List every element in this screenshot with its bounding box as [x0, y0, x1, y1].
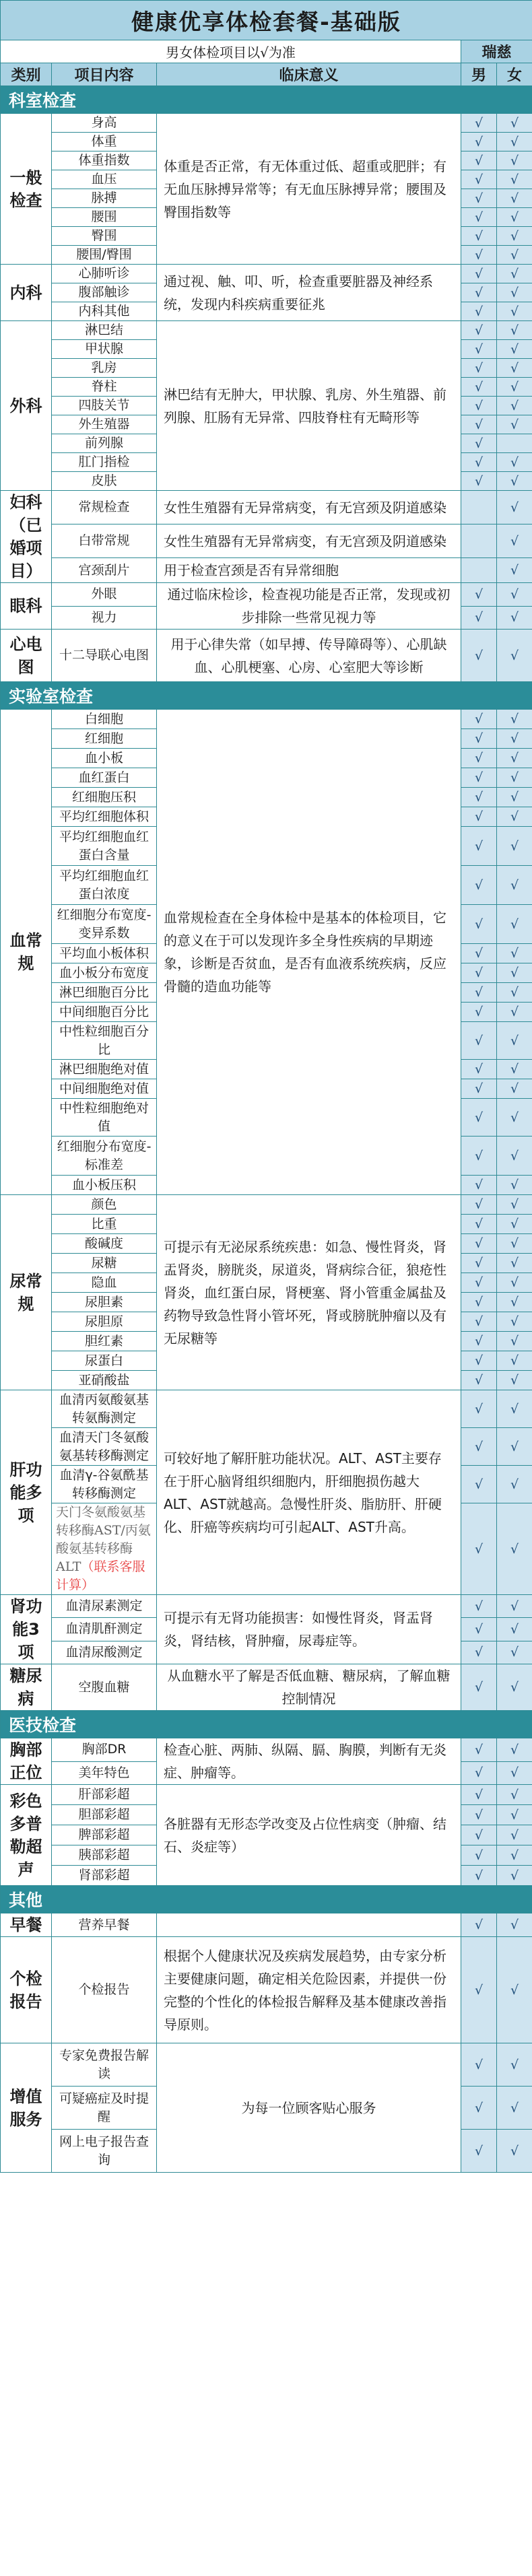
female-check: √ — [497, 524, 532, 558]
clinical-meaning: 可提示有无泌尿系统疾患：如急、慢性肾炎，肾盂肾炎，膀胱炎，尿道炎，肾病综合征，狼疮性肾炎，血红蛋白尿，肾梗塞、肾小管重金属盐及药物导致急性肾小管坏死，肾或膀胱肿瘤以及有无尿糖等 — [157, 1195, 461, 1390]
item-cell: 甲状腺 — [52, 340, 157, 359]
male-check: √ — [461, 1293, 497, 1312]
female-check: √ — [497, 788, 532, 807]
table-row — [1, 1, 532, 40]
item-cell: 肾部彩超 — [52, 1866, 157, 1886]
female-check: √ — [497, 606, 532, 630]
item-cell: 体重 — [52, 133, 157, 151]
item-cell: 宫颈刮片 — [52, 558, 157, 583]
male-check: √ — [461, 729, 497, 749]
female-check: √ — [497, 2130, 532, 2173]
male-check: √ — [461, 133, 497, 151]
male-check: √ — [461, 2130, 497, 2173]
male-check: √ — [461, 1466, 497, 1503]
female-check: √ — [497, 1176, 532, 1195]
male-check: √ — [461, 1641, 497, 1664]
female-check: √ — [497, 1738, 532, 1762]
table-row — [1, 114, 532, 133]
item-cell: 血清尿酸测定 — [52, 1641, 157, 1664]
male-check: √ — [461, 472, 497, 491]
female-check: √ — [497, 963, 532, 983]
table-row — [1, 1195, 532, 1215]
section-lab: 实验室检查 — [1, 682, 532, 710]
male-check: √ — [461, 1060, 497, 1079]
male-check: √ — [461, 415, 497, 434]
item-cell: 胰部彩超 — [52, 1845, 157, 1866]
male-check: √ — [461, 1913, 497, 1937]
item-cell: 脊柱 — [52, 378, 157, 397]
female-check: √ — [497, 246, 532, 265]
male-check: √ — [461, 963, 497, 983]
clinical-meaning: 淋巴结有无肿大，甲状腺、乳房、外生殖器、前列腺、肛肠有无异常、四肢脊柱有无畸形等 — [157, 321, 461, 491]
item-cell: 皮肤 — [52, 472, 157, 491]
female-check: √ — [497, 170, 532, 189]
clinical-meaning: 血常规检查在全身体检中是基本的体检项目，它的意义在于可以发现许多全身性疾病的早期迹象，诊断是否贫血，是否有血液系统疾病，反应骨髓的造血功能等 — [157, 710, 461, 1195]
item-cell: 网上电子报告查询 — [52, 2130, 157, 2173]
female-check: √ — [497, 807, 532, 827]
liver-ratio-label: 天门冬氨酸氨基转移酶AST/丙氨酸氨基转移酶ALT — [56, 1505, 151, 1574]
item-cell: 脾部彩超 — [52, 1825, 157, 1845]
table-row — [1, 583, 532, 607]
item-cell: 隐血 — [52, 1273, 157, 1293]
female-check: √ — [497, 1866, 532, 1886]
item-cell: 美年特色 — [52, 1761, 157, 1785]
section-other: 其他 — [1, 1886, 532, 1913]
male-check: √ — [461, 321, 497, 340]
item-cell: 臀围 — [52, 227, 157, 246]
male-check: √ — [461, 1595, 497, 1618]
male-check — [461, 524, 497, 558]
clinical-meaning: 根据个人健康状况及疾病发展趋势，由专家分析主要健康问题，确定相关危险因素，并提供一份完整的个性化的体检报告解释及基本健康改善指导原则。 — [157, 1937, 461, 2043]
clinical-meaning: 可较好地了解肝脏功能状况。ALT、AST主要存在于肝心脑肾组织细胞内，肝细胞损伤越大ALT、AST就越高。急慢性肝炎、脂肪肝、肝硬化、肝癌等疾病均可引起ALT、AST升高。 — [157, 1390, 461, 1595]
male-check — [461, 558, 497, 583]
item-cell: 内科其他 — [52, 302, 157, 321]
table-row — [1, 321, 532, 340]
female-check: √ — [497, 558, 532, 583]
female-check: √ — [497, 283, 532, 302]
female-check: √ — [497, 1215, 532, 1234]
female-check: √ — [497, 905, 532, 944]
female-check: √ — [497, 866, 532, 905]
item-cell: 颜色 — [52, 1195, 157, 1215]
table-row — [1, 1886, 532, 1913]
male-check: √ — [461, 1866, 497, 1886]
category-service: 增值服务 — [1, 2043, 52, 2173]
item-cell: 血小板压积 — [52, 1176, 157, 1195]
category-gyn: 妇科（已婚项目） — [1, 491, 52, 583]
category-report: 个检报告 — [1, 1937, 52, 2043]
header-female: 女 — [497, 63, 532, 86]
female-check: √ — [497, 749, 532, 768]
male-check: √ — [461, 1332, 497, 1351]
male-check: √ — [461, 189, 497, 208]
male-check: √ — [461, 983, 497, 1003]
male-check: √ — [461, 1618, 497, 1641]
item-cell: 亚硝酸盐 — [52, 1371, 157, 1390]
male-check: √ — [461, 1137, 497, 1176]
female-check: √ — [497, 983, 532, 1003]
category-kidney: 肾功能3项 — [1, 1595, 52, 1664]
male-check: √ — [461, 114, 497, 133]
item-cell: 中间细胞绝对值 — [52, 1079, 157, 1099]
male-check: √ — [461, 1805, 497, 1825]
header-item: 项目内容 — [52, 63, 157, 86]
male-check: √ — [461, 749, 497, 768]
female-check: √ — [497, 710, 532, 729]
header-meaning: 临床意义 — [157, 63, 461, 86]
female-check: √ — [497, 1022, 532, 1060]
item-cell: 平均红细胞血红蛋白浓度 — [52, 866, 157, 905]
female-check: √ — [497, 1785, 532, 1805]
female-check — [497, 434, 532, 453]
item-cell: 胆部彩超 — [52, 1805, 157, 1825]
item-cell: 中间细胞百分比 — [52, 1003, 157, 1022]
male-check: √ — [461, 1351, 497, 1371]
female-check: √ — [497, 729, 532, 749]
item-cell: 胸部DR — [52, 1738, 157, 1762]
male-check: √ — [461, 606, 497, 630]
category-sugar: 糖尿病 — [1, 1664, 52, 1711]
item-cell: 中性粒细胞百分比 — [52, 1022, 157, 1060]
male-check: √ — [461, 227, 497, 246]
item-cell: 腰围/臀围 — [52, 246, 157, 265]
female-check: √ — [497, 1937, 532, 2043]
male-check: √ — [461, 208, 497, 227]
item-cell: 尿蛋白 — [52, 1351, 157, 1371]
category-doppler: 彩色多普勒超声 — [1, 1785, 52, 1886]
clinical-meaning: 可提示有无肾功能损害：如慢性肾炎，肾盂肾炎，肾结核，肾肿瘤，尿毒症等。 — [157, 1595, 461, 1664]
female-check: √ — [497, 1351, 532, 1371]
item-cell: 空腹血糖 — [52, 1664, 157, 1711]
male-check: √ — [461, 905, 497, 944]
female-check: √ — [497, 1293, 532, 1312]
item-cell: 肛门指检 — [52, 453, 157, 472]
item-cell: 外生殖器 — [52, 415, 157, 434]
male-check: √ — [461, 2087, 497, 2130]
male-check: √ — [461, 453, 497, 472]
female-check: √ — [497, 1503, 532, 1595]
female-check: √ — [497, 1099, 532, 1137]
item-cell: 个检报告 — [52, 1937, 157, 2043]
male-check: √ — [461, 1390, 497, 1428]
female-check: √ — [497, 1913, 532, 1937]
item-cell: 酸碱度 — [52, 1234, 157, 1254]
female-check: √ — [497, 630, 532, 682]
male-check: √ — [461, 1176, 497, 1195]
table-row — [1, 1913, 532, 1937]
clinical-meaning: 为每一位顾客贴心服务 — [157, 2043, 461, 2173]
male-check: √ — [461, 1312, 497, 1332]
female-check: √ — [497, 340, 532, 359]
female-check: √ — [497, 1060, 532, 1079]
male-check — [461, 491, 497, 524]
female-check: √ — [497, 1761, 532, 1785]
male-check: √ — [461, 1825, 497, 1845]
item-cell: 红细胞 — [52, 729, 157, 749]
table-row — [1, 86, 532, 114]
item-cell: 比重 — [52, 1215, 157, 1234]
male-check: √ — [461, 583, 497, 607]
section-keshi: 科室检查 — [1, 86, 532, 114]
female-check: √ — [497, 1664, 532, 1711]
table-row — [1, 558, 532, 583]
male-check: √ — [461, 1099, 497, 1137]
female-check: √ — [497, 1234, 532, 1254]
item-cell: 血压 — [52, 170, 157, 189]
male-check: √ — [461, 378, 497, 397]
male-check: √ — [461, 710, 497, 729]
male-check: √ — [461, 1845, 497, 1866]
male-check: √ — [461, 768, 497, 788]
male-check: √ — [461, 1022, 497, 1060]
female-check: √ — [497, 453, 532, 472]
item-cell: 白细胞 — [52, 710, 157, 729]
female-check: √ — [497, 583, 532, 607]
female-check: √ — [497, 114, 532, 133]
male-check: √ — [461, 1215, 497, 1234]
table-row — [1, 710, 532, 729]
clinical-meaning: 通过视、触、叩、听，检查重要脏器及神经系统，发现内科疾病重要征兆 — [157, 265, 461, 321]
female-check: √ — [497, 208, 532, 227]
category-breakfast: 早餐 — [1, 1913, 52, 1937]
female-check: √ — [497, 1273, 532, 1293]
category-surgery: 外科 — [1, 321, 52, 491]
male-check: √ — [461, 246, 497, 265]
item-cell: 外眼 — [52, 583, 157, 607]
female-check: √ — [497, 302, 532, 321]
category-urine: 尿常规 — [1, 1195, 52, 1390]
table-row — [1, 63, 532, 86]
female-check: √ — [497, 1371, 532, 1390]
clinical-meaning: 用于检查宫颈是否有异常细胞 — [157, 558, 461, 583]
male-check: √ — [461, 866, 497, 905]
female-check: √ — [497, 827, 532, 866]
item-cell: 血红蛋白 — [52, 768, 157, 788]
female-check: √ — [497, 378, 532, 397]
female-check: √ — [497, 491, 532, 524]
male-check: √ — [461, 1428, 497, 1466]
item-cell: 血清γ-谷氨酰基转移酶测定 — [52, 1466, 157, 1503]
female-check: √ — [497, 768, 532, 788]
clinical-meaning: 女性生殖器有无异常病变，有无宫颈及阴道感染 — [157, 491, 461, 524]
male-check: √ — [461, 265, 497, 283]
clinical-meaning — [157, 1913, 461, 1937]
male-check: √ — [461, 151, 497, 170]
female-check: √ — [497, 1466, 532, 1503]
item-cell: 可疑癌症及时提醒 — [52, 2087, 157, 2130]
male-check: √ — [461, 1738, 497, 1762]
item-cell: 营养早餐 — [52, 1913, 157, 1937]
male-check: √ — [461, 359, 497, 378]
item-cell: 腹部触诊 — [52, 283, 157, 302]
item-cell: 尿胆原 — [52, 1312, 157, 1332]
female-check: √ — [497, 1254, 532, 1273]
female-check: √ — [497, 472, 532, 491]
category-ecg: 心电图 — [1, 630, 52, 682]
category-liver: 肝功能多项 — [1, 1390, 52, 1595]
clinic-name: 瑞慈 — [461, 40, 532, 63]
female-check: √ — [497, 944, 532, 963]
male-check: √ — [461, 944, 497, 963]
female-check: √ — [497, 1390, 532, 1428]
item-cell: 红细胞分布宽度-变异系数 — [52, 905, 157, 944]
item-cell: 十二导联心电图 — [52, 630, 157, 682]
male-check: √ — [461, 1371, 497, 1390]
clinical-meaning: 女性生殖器有无异常病变，有无宫颈及阴道感染 — [157, 524, 461, 558]
category-blood: 血常规 — [1, 710, 52, 1195]
male-check: √ — [461, 1503, 497, 1595]
female-check: √ — [497, 1079, 532, 1099]
item-cell: 平均红细胞体积 — [52, 807, 157, 827]
package-subtitle: 男女体检项目以√为准 — [1, 40, 461, 63]
item-cell: 淋巴细胞绝对值 — [52, 1060, 157, 1079]
female-check: √ — [497, 189, 532, 208]
male-check: √ — [461, 807, 497, 827]
header-category: 类别 — [1, 63, 52, 86]
female-check: √ — [497, 1137, 532, 1176]
table-row — [1, 2043, 532, 2087]
male-check: √ — [461, 1254, 497, 1273]
female-check: √ — [497, 1595, 532, 1618]
table-row — [1, 524, 532, 558]
male-check: √ — [461, 1937, 497, 2043]
male-check: √ — [461, 1079, 497, 1099]
male-check: √ — [461, 340, 497, 359]
item-cell: 体重指数 — [52, 151, 157, 170]
female-check: √ — [497, 2087, 532, 2130]
item-cell: 淋巴细胞百分比 — [52, 983, 157, 1003]
table-row — [1, 1785, 532, 1805]
table-row — [1, 1664, 532, 1711]
item-cell: 红细胞分布宽度-标准差 — [52, 1137, 157, 1176]
female-check: √ — [497, 1332, 532, 1351]
clinical-meaning: 体重是否正常，有无体重过低、超重或肥胖；有无血压脉搏异常等；有无血压脉搏异常；腰围及臀围指数等 — [157, 114, 461, 265]
item-cell: 尿糖 — [52, 1254, 157, 1273]
female-check: √ — [497, 2043, 532, 2087]
clinical-meaning: 检查心脏、两肺、纵隔、膈、胸膜，判断有无炎症、肿瘤等。 — [157, 1738, 461, 1785]
table-row — [1, 1595, 532, 1618]
clinical-meaning: 从血糖水平了解是否低血糖、糖尿病，了解血糖控制情况 — [157, 1664, 461, 1711]
female-check: √ — [497, 1845, 532, 1866]
table-row — [1, 630, 532, 682]
female-check: √ — [497, 1195, 532, 1215]
item-cell: 四肢关节 — [52, 397, 157, 415]
female-check: √ — [497, 1825, 532, 1845]
category-chest: 胸部正位 — [1, 1738, 52, 1785]
contact-service-note: （联系客服计算） — [56, 1559, 145, 1592]
male-check: √ — [461, 397, 497, 415]
table-row — [1, 265, 532, 283]
section-imaging: 医技检查 — [1, 1711, 532, 1738]
item-cell: 血小板分布宽度 — [52, 963, 157, 983]
item-cell: 常规检查 — [52, 491, 157, 524]
female-check: √ — [497, 227, 532, 246]
item-cell: 心肺听诊 — [52, 265, 157, 283]
table-row — [1, 682, 532, 710]
category-eye: 眼科 — [1, 583, 52, 630]
item-cell: 中性粒细胞绝对值 — [52, 1099, 157, 1137]
table-row — [1, 1711, 532, 1738]
table-row — [1, 1937, 532, 2043]
female-check: √ — [497, 415, 532, 434]
male-check: √ — [461, 827, 497, 866]
table-row — [1, 1738, 532, 1762]
female-check: √ — [497, 1428, 532, 1466]
female-check: √ — [497, 359, 532, 378]
female-check: √ — [497, 1003, 532, 1022]
item-cell: 尿胆素 — [52, 1293, 157, 1312]
item-cell: 血清丙氨酸氨基转氨酶测定 — [52, 1390, 157, 1428]
female-check: √ — [497, 1618, 532, 1641]
category-internal: 内科 — [1, 265, 52, 321]
clinical-meaning: 通过临床检诊，检查视功能是否正常，发现或初步排除一些常见视力等 — [157, 583, 461, 630]
category-general: 一般检查 — [1, 114, 52, 265]
male-check: √ — [461, 1785, 497, 1805]
item-cell: 肝部彩超 — [52, 1785, 157, 1805]
female-check: √ — [497, 1312, 532, 1332]
male-check: √ — [461, 630, 497, 682]
male-check: √ — [461, 302, 497, 321]
female-check: √ — [497, 133, 532, 151]
male-check: √ — [461, 1273, 497, 1293]
male-check: √ — [461, 1234, 497, 1254]
table-row — [1, 491, 532, 524]
item-cell: 血清天门冬氨酸氨基转移酶测定 — [52, 1428, 157, 1466]
item-cell: 血小板 — [52, 749, 157, 768]
male-check: √ — [461, 1761, 497, 1785]
male-check: √ — [461, 2043, 497, 2087]
female-check: √ — [497, 1641, 532, 1664]
item-cell: 平均血小板体积 — [52, 944, 157, 963]
item-cell: 视力 — [52, 606, 157, 630]
clinical-meaning: 用于心律失常（如早搏、传导障碍等）、心肌缺血、心肌梗塞、心房、心室肥大等诊断 — [157, 630, 461, 682]
page-title: 健康优享体检套餐-基础版 — [1, 1, 532, 40]
item-cell: 平均红细胞血红蛋白含量 — [52, 827, 157, 866]
clinical-meaning: 各脏器有无形态学改变及占位性病变（肿瘤、结石、炎症等） — [157, 1785, 461, 1886]
item-cell: 身高 — [52, 114, 157, 133]
item-cell: 腰围 — [52, 208, 157, 227]
item-cell: 专家免费报告解读 — [52, 2043, 157, 2087]
female-check: √ — [497, 265, 532, 283]
female-check: √ — [497, 151, 532, 170]
item-cell: 白带常规 — [52, 524, 157, 558]
female-check: √ — [497, 321, 532, 340]
male-check: √ — [461, 1195, 497, 1215]
item-cell: 红细胞压积 — [52, 788, 157, 807]
male-check: √ — [461, 434, 497, 453]
male-check: √ — [461, 170, 497, 189]
item-cell: 乳房 — [52, 359, 157, 378]
male-check: √ — [461, 1664, 497, 1711]
item-cell: 脉搏 — [52, 189, 157, 208]
male-check: √ — [461, 788, 497, 807]
male-check: √ — [461, 1003, 497, 1022]
item-cell: 前列腺 — [52, 434, 157, 453]
item-cell: 血清尿素测定 — [52, 1595, 157, 1618]
item-cell: 淋巴结 — [52, 321, 157, 340]
male-check: √ — [461, 283, 497, 302]
header-male: 男 — [461, 63, 497, 86]
item-cell: 胆红素 — [52, 1332, 157, 1351]
female-check: √ — [497, 397, 532, 415]
table-row — [1, 40, 532, 63]
item-cell — [52, 1503, 157, 1595]
female-check: √ — [497, 1805, 532, 1825]
item-cell: 血清肌酐测定 — [52, 1618, 157, 1641]
table-row — [1, 1390, 532, 1428]
